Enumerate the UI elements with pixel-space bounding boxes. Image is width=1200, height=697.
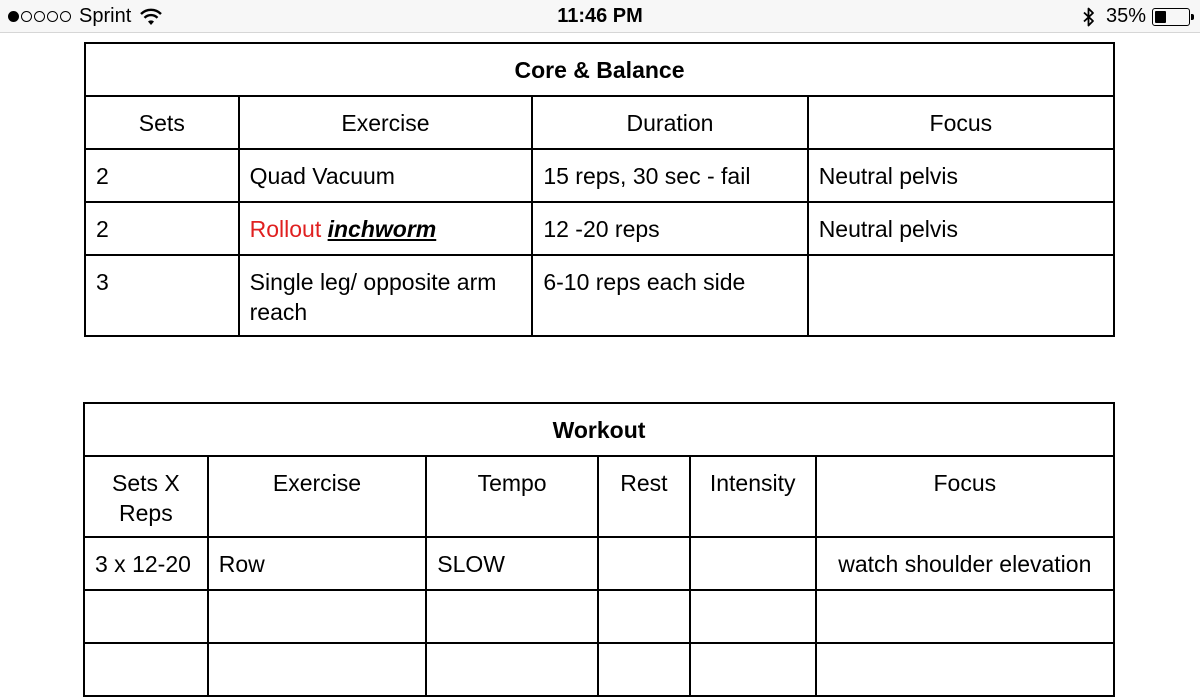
table-header-row [85,96,1114,149]
battery-percent: 35% [1105,5,1146,27]
column-header-exercise: Exercise [239,96,533,149]
table-title: Workout [84,403,1114,456]
core-balance-table [84,42,1115,337]
cell-rest [598,590,690,643]
status-time: 11:46 PM [557,5,643,27]
exercise-text-emphasis: inchworm [327,216,437,242]
table-header-row [84,456,1114,537]
cell-focus [816,590,1114,643]
battery-level-fill [1155,11,1166,23]
column-header-intensity: Intensity [690,456,816,537]
cell-exercise [208,590,427,643]
cell-exercise: Row [208,537,427,590]
column-header-rest: Rest [598,456,690,537]
cell-tempo: SLOW [426,537,598,590]
battery-icon [1152,8,1190,26]
cell-intensity [690,537,816,590]
cell-focus: Neutral pelvis [808,202,1114,255]
cell-sets-reps [84,643,208,696]
cell-focus: watch shoulder elevation [816,537,1114,590]
table-row [85,149,1114,202]
cell-sets: 2 [85,202,239,255]
cell-sets-reps: 3 x 12-20 [84,537,208,590]
column-header-exercise: Exercise [208,456,427,537]
cell-rest [598,537,690,590]
table-row [85,202,1114,255]
column-header-duration: Duration [532,96,807,149]
exercise-text-highlighted: Rollout [249,216,328,242]
cell-rest [598,643,690,696]
workout-table [83,402,1115,697]
cell-focus [816,643,1114,696]
cell-focus [808,255,1114,336]
cell-sets-reps [84,590,208,643]
bluetooth-icon [1082,7,1096,27]
battery-terminal [1191,14,1194,20]
cell-exercise [239,202,533,255]
column-header-tempo: Tempo [426,456,598,537]
column-header-sets: Sets [85,96,239,149]
table-row [84,590,1114,643]
cell-exercise: Single leg/ opposite arm reach [239,255,533,336]
cell-sets: 2 [85,149,239,202]
cell-intensity [690,643,816,696]
table-row [84,537,1114,590]
cell-exercise: Quad Vacuum [239,149,533,202]
carrier-name: Sprint [79,5,132,27]
cell-duration: 12 -20 reps [532,202,807,255]
table-title: Core & Balance [85,43,1114,96]
column-header-sets-reps: Sets X Reps [84,456,208,537]
cell-tempo [426,590,598,643]
cell-focus: Neutral pelvis [808,149,1114,202]
cell-duration: 15 reps, 30 sec - fail [532,149,807,202]
status-bar [0,0,1200,33]
cell-duration: 6-10 reps each side [532,255,807,336]
column-header-focus: Focus [808,96,1114,149]
table-row [84,643,1114,696]
column-header-focus: Focus [816,456,1114,537]
table-row [85,255,1114,336]
status-right [1082,5,1190,28]
cell-tempo [426,643,598,696]
cell-intensity [690,590,816,643]
cell-sets: 3 [85,255,239,336]
cell-exercise [208,643,427,696]
